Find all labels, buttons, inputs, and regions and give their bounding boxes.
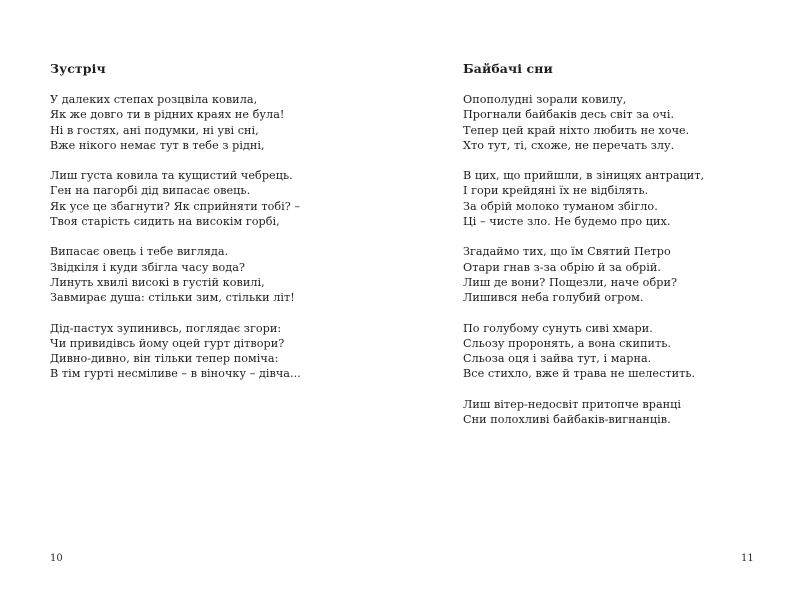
poem-line: Хто тут, ті, схоже, не перечать злу.	[463, 138, 675, 152]
stanza	[463, 244, 763, 305]
poem-line: Линуть хвилі високі в густій ковилі,	[50, 275, 265, 289]
poem-line: Згадаймо тих, що їм Святий Петро	[463, 245, 671, 259]
page-number: 11	[741, 553, 754, 564]
poem-line: Чи привидівсь йому оцей гурт дітвори?	[50, 336, 285, 350]
poem-line: У далеких степах розцвіла ковила,	[50, 93, 258, 106]
stanza	[463, 168, 763, 229]
poem-line: Випасає овець і тебе вигляда.	[50, 245, 229, 259]
poem-line: Як же довго ти в рідних краях не була!	[50, 108, 285, 122]
stanza	[50, 321, 350, 382]
stanza	[463, 397, 763, 428]
poem-line: Лиш де вони? Пощезли, наче обри?	[463, 275, 677, 289]
poem-line: Сльоза оця і зайва тут, і марна.	[463, 352, 652, 366]
poem-line: По голубому сунуть сиві хмари.	[463, 321, 653, 335]
poem-line: Опополудні зорали ковилу,	[463, 93, 627, 106]
poem-zustrich	[50, 61, 350, 397]
poem-line: Дивно-дивно, він тільки тепер поміча:	[50, 352, 279, 366]
poem-line: Ген на пагорбі дід випасає овець.	[50, 184, 251, 198]
poem-line: Як усе це збагнути? Як сприйняти тобі? –	[50, 199, 301, 213]
poem-title: Зустріч	[50, 61, 106, 76]
poem-line: Завмирає душа: стільки зим, стільки літ!	[50, 291, 295, 305]
poem-line: Ці – чисте зло. Не будемо про цих.	[463, 215, 671, 229]
poem-line: І гори крейдяні їх не відбілять.	[463, 184, 649, 198]
poem-line: Лишився неба голубий огром.	[463, 291, 644, 305]
poem-line: Тепер цей край ніхто любить не хоче.	[463, 123, 690, 137]
poem-line: Твоя старість сидить на високім горбі,	[50, 215, 280, 229]
stanza	[50, 92, 350, 153]
poem-line: Лиш вітер-недосвіт притопче вранці	[463, 397, 682, 411]
poem-baibachi-sny	[463, 61, 763, 442]
poem-line: За обрій молоко туманом збігло.	[463, 199, 658, 213]
stanza	[463, 321, 763, 382]
poem-title: Байбачі сни	[463, 61, 553, 76]
poem-line: В цих, що прийшли, в зіницях антрацит,	[463, 169, 705, 183]
poem-line: Ні в гостях, ані подумки, ні уві сні,	[50, 123, 259, 137]
poem-line: Все стихло, вже й трава не шелестить.	[463, 367, 696, 381]
stanza	[463, 92, 763, 153]
right-page	[400, 0, 800, 600]
poem-line: В тім гурті несміливе – в віночку – дівча...	[50, 367, 301, 381]
poem-line: Отари гнав з-за обрію й за обрій.	[463, 260, 661, 274]
poem-line: Прогнали байбаків десь світ за очі.	[463, 108, 675, 122]
stanza	[50, 244, 350, 305]
poem-body	[463, 92, 763, 427]
poem-line: Лиш густа ковила та кущистий чебрець.	[50, 169, 293, 183]
poem-line: Звідкіля і куди збігла часу вода?	[50, 260, 245, 274]
poem-line: Сни полохливі байбаків-вигнанців.	[463, 413, 671, 427]
stanza	[50, 168, 350, 229]
poem-line: Сльозу проронять, а вона скипить.	[463, 336, 671, 350]
poem-body	[50, 92, 350, 382]
poem-line: Вже нікого немає тут в тебе з рідні,	[50, 138, 265, 152]
page-number: 10	[50, 553, 63, 564]
poem-line: Дід-пастух зупинивсь, поглядає згори:	[50, 321, 282, 335]
